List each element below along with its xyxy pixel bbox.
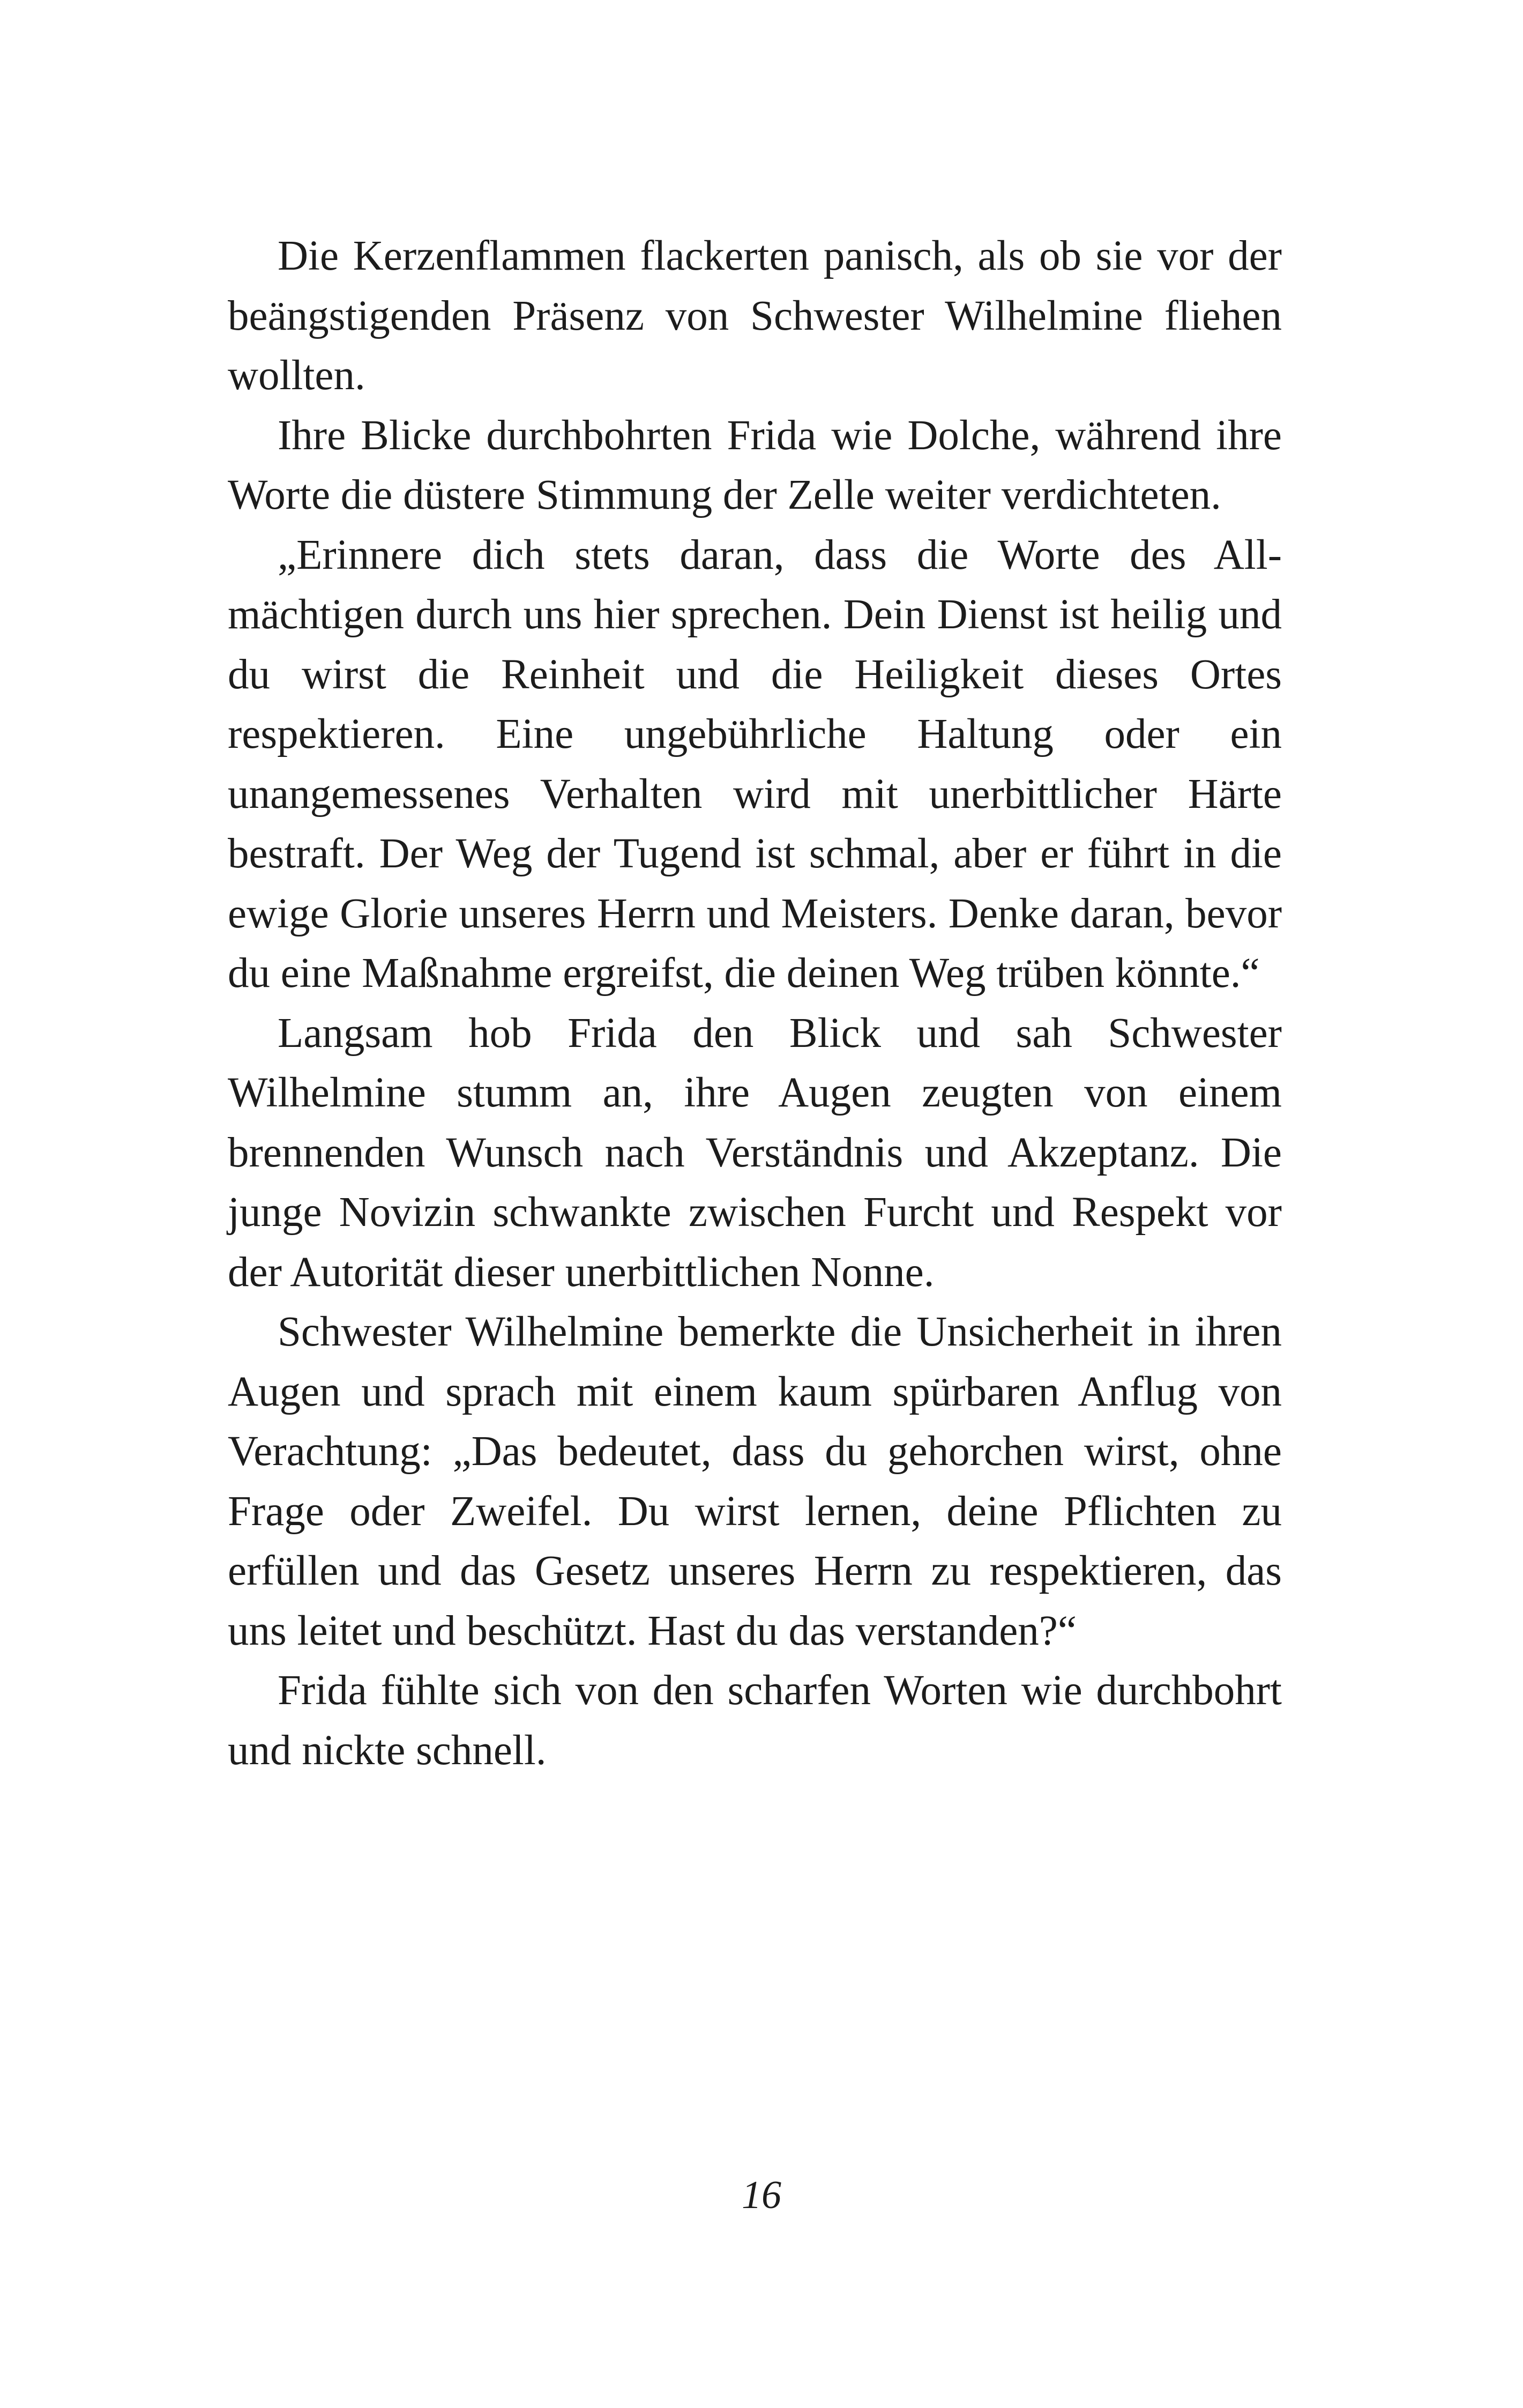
paragraph: „Erinnere dich stets daran, dass die Worte des Allmächtigen durch uns hier sprechen. Dein Dienst ist heilig und du wirst die Reinheit und die Heiligkeit dieses Ortes respektieren. Eine ungebührliche Haltung oder ein unangemessenes Verhalten wird mit unerbittlicher Härte bestraft. Der Weg der Tugend ist schmal, aber er führt in die ewige Glorie unseres Herrn und Meisters. Denke daran, bevor du eine Maßnahme ergreifst, die deinen Weg trüben könnte.“ <box>228 531 1282 997</box>
paragraph: Langsam hob Frida den Blick und sah Schwester Wilhelmine stumm an, ihre Augen zeugten von einem brennenden Wunsch nach Verständnis und Akzeptanz. Die junge Novizin schwankte zwischen Furcht und Respekt vor der Autorität dieser unerbittlichen Nonne. <box>228 1009 1282 1296</box>
paragraph: Die Kerzenflammen flackerten panisch, als ob sie vor der beängstigenden Präsenz von Schwester Wilhelmine fliehen wollten. <box>228 233 1282 399</box>
page-number: 16 <box>742 2173 781 2217</box>
paragraph: Frida fühlte sich von den scharfen Worten wie durchbohrt und nickte schnell. <box>228 1667 1282 1774</box>
paragraph: Ihre Blicke durchbohrten Frida wie Dolche, während ihre Worte die düstere Stimmung der Zelle weiter verdichteten. <box>228 412 1282 518</box>
paragraph: Schwester Wilhelmine bemerkte die Unsicherheit in ihren Augen und sprach mit einem kaum spürbaren Anflug von Verachtung: „Das bedeutet, dass du gehorchen wirst, ohne Frage oder Zweifel. Du wirst lernen, deine Pflichten zu erfüllen und das Gesetz unseres Herrn zu respektieren, das uns leitet und beschützt. Hast du das verstanden?“ <box>228 1309 1282 1654</box>
body-text <box>228 226 1282 1780</box>
